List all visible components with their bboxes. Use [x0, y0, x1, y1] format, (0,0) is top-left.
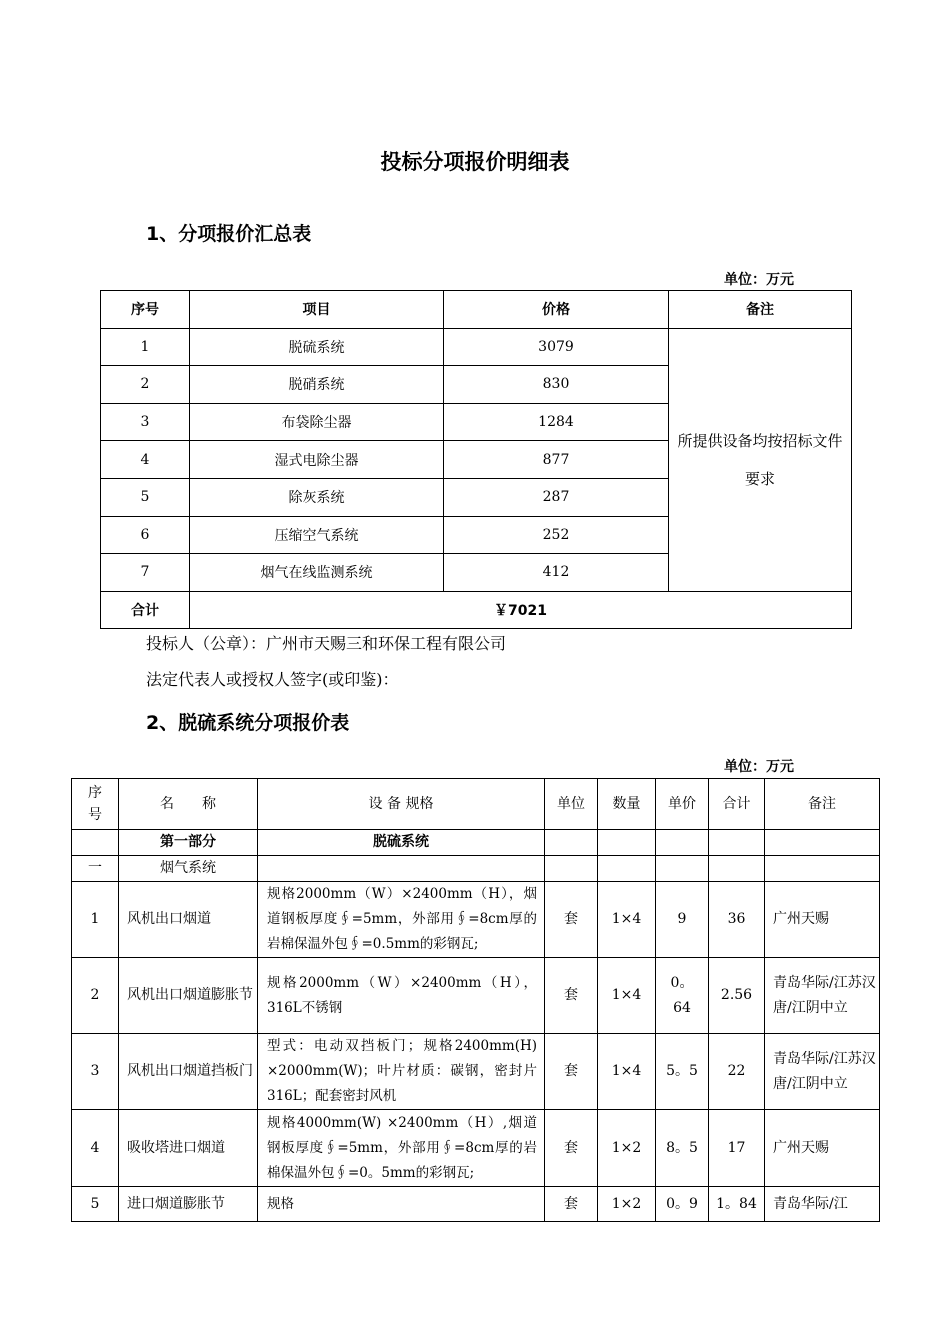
- row-item: 烟气在线监测系统: [190, 554, 444, 592]
- row-item: 除灰系统: [190, 478, 444, 516]
- row-note: 青岛华际/江: [765, 1187, 880, 1222]
- row-no: 2: [101, 366, 190, 404]
- row-no: 3: [101, 403, 190, 441]
- row-no: 5: [101, 478, 190, 516]
- group-name: 烟气系统: [119, 856, 258, 882]
- row-qty: 1×4: [598, 958, 656, 1034]
- row-item: 湿式电除尘器: [190, 441, 444, 479]
- row-no: 4: [72, 1110, 119, 1187]
- part-row: [72, 830, 880, 856]
- summary-note: 所提供设备均按招标文件要求: [669, 328, 852, 591]
- row-item: 压缩空气系统: [190, 516, 444, 554]
- row-name: 风机出口烟道膨胀节: [119, 958, 258, 1034]
- row-spec: 规格2000mm（W）×2400mm（H），316L不锈钢: [258, 958, 545, 1034]
- row-item: 布袋除尘器: [190, 403, 444, 441]
- row-price: 1284: [444, 403, 669, 441]
- row-spec: 规格2000mm（W）×2400mm（H），烟道钢板厚度∮=5mm，外部用∮=8cm厚的岩棉保温外包∮=0.5mm的彩钢瓦;: [258, 882, 545, 958]
- detail-unit-label: 单位：万元: [724, 759, 794, 775]
- detail-header-row: [72, 779, 880, 830]
- row-price: 287: [444, 478, 669, 516]
- total-value: ￥7021: [190, 591, 852, 629]
- row-name: 吸收塔进口烟道: [119, 1110, 258, 1187]
- row-no: 7: [101, 554, 190, 592]
- group-no: 一: [72, 856, 119, 882]
- row-unit: 套: [545, 958, 598, 1034]
- row-qty: 1×4: [598, 1034, 656, 1110]
- row-price: 0。9: [656, 1187, 709, 1222]
- row-no: 1: [101, 328, 190, 366]
- row-no: 5: [72, 1187, 119, 1222]
- row-name: 风机出口烟道挡板门: [119, 1034, 258, 1110]
- summary-table: [100, 290, 852, 629]
- section2-heading: 2、脱硫系统分项报价表: [146, 712, 350, 734]
- row-unit: 套: [545, 1034, 598, 1110]
- group-row: [72, 856, 880, 882]
- summary-header-row: [101, 291, 852, 329]
- row-spec: 规格: [258, 1187, 545, 1222]
- row-price: 5。5: [656, 1034, 709, 1110]
- header-item: 项目: [190, 291, 444, 329]
- row-note: 广州天赐: [765, 882, 880, 958]
- row-price: 0。64: [656, 958, 709, 1034]
- detail-row: [72, 958, 880, 1034]
- part-name: 脱硫系统: [258, 830, 545, 856]
- header-no: 序号: [101, 291, 190, 329]
- total-label: 合计: [101, 591, 190, 629]
- row-spec: 规格4000mm(W) ×2400mm（H）,烟道钢板厚度∮=5mm，外部用∮=8cm厚的岩棉保温外包∮=0。5mm的彩钢瓦;: [258, 1110, 545, 1187]
- row-price: 8。5: [656, 1110, 709, 1187]
- row-price: 830: [444, 366, 669, 404]
- header-unit: 单位: [545, 779, 598, 830]
- row-qty: 1×2: [598, 1110, 656, 1187]
- row-total: 22: [709, 1034, 765, 1110]
- row-no: 6: [101, 516, 190, 554]
- header-qty: 数量: [598, 779, 656, 830]
- row-price: 9: [656, 882, 709, 958]
- row-unit: 套: [545, 1110, 598, 1187]
- header-spec: 设 备 规格: [258, 779, 545, 830]
- bidder-line: 投标人（公章）：广州市天赐三和环保工程有限公司: [146, 634, 507, 653]
- row-no: 2: [72, 958, 119, 1034]
- part-label: 第一部分: [119, 830, 258, 856]
- document-title: 投标分项报价明细表: [380, 150, 570, 174]
- row-name: 进口烟道膨胀节: [119, 1187, 258, 1222]
- row-price: 252: [444, 516, 669, 554]
- row-unit: 套: [545, 1187, 598, 1222]
- detail-row: [72, 1187, 880, 1222]
- row-qty: 1×2: [598, 1187, 656, 1222]
- row-price: 412: [444, 554, 669, 592]
- summary-row: [101, 328, 852, 366]
- row-price: 3079: [444, 328, 669, 366]
- row-total: 1。84: [709, 1187, 765, 1222]
- row-unit: 套: [545, 882, 598, 958]
- header-price: 价格: [444, 291, 669, 329]
- row-total: 36: [709, 882, 765, 958]
- row-note: 青岛华际/江苏汉唐/江阴中立: [765, 1034, 880, 1110]
- row-qty: 1×4: [598, 882, 656, 958]
- row-note: 青岛华际/江苏汉唐/江阴中立: [765, 958, 880, 1034]
- summary-unit-label: 单位：万元: [724, 272, 794, 288]
- signature-line: 法定代表人或授权人签字(或印鉴)：: [146, 670, 399, 689]
- row-spec: 型式：电动双挡板门；规格2400mm(H) ×2000mm(W)；叶片材质：碳钢，密封片316L；配套密封风机: [258, 1034, 545, 1110]
- row-note: 广州天赐: [765, 1110, 880, 1187]
- row-item: 脱硝系统: [190, 366, 444, 404]
- row-no: 3: [72, 1034, 119, 1110]
- row-price: 877: [444, 441, 669, 479]
- header-name: 名 称: [119, 779, 258, 830]
- row-name: 风机出口烟道: [119, 882, 258, 958]
- row-no: 1: [72, 882, 119, 958]
- header-no: 序号: [72, 779, 119, 830]
- summary-total-row: [101, 591, 852, 629]
- row-total: 2.56: [709, 958, 765, 1034]
- header-total: 合计: [709, 779, 765, 830]
- header-note: 备注: [765, 779, 880, 830]
- detail-row: [72, 882, 880, 958]
- row-total: 17: [709, 1110, 765, 1187]
- header-price: 单价: [656, 779, 709, 830]
- row-no: 4: [101, 441, 190, 479]
- detail-row: [72, 1034, 880, 1110]
- detail-row: [72, 1110, 880, 1187]
- section1-heading: 1、分项报价汇总表: [146, 223, 312, 245]
- detail-table: [71, 778, 880, 1222]
- header-note: 备注: [669, 291, 852, 329]
- row-item: 脱硫系统: [190, 328, 444, 366]
